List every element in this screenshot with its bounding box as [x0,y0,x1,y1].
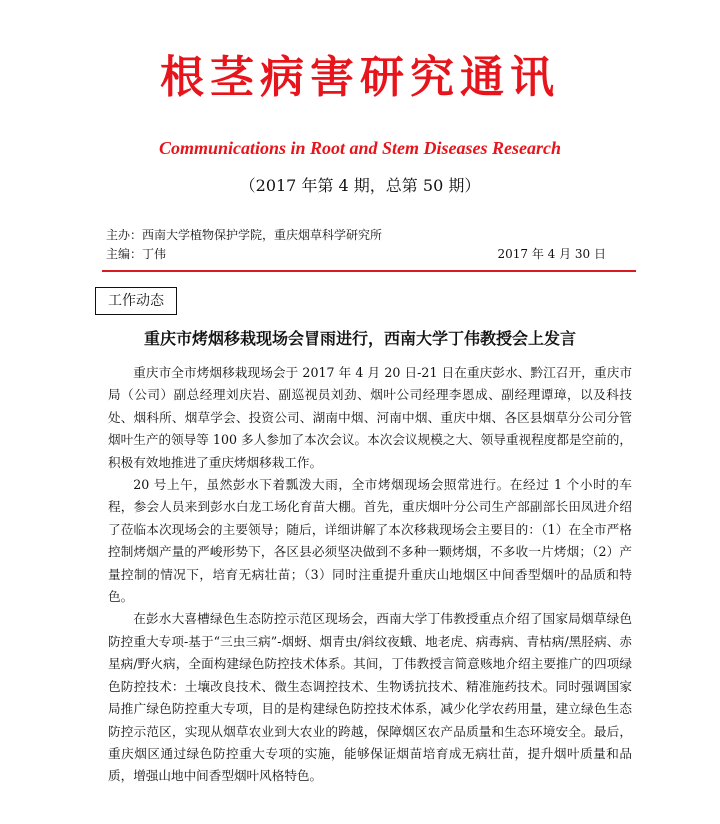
article-paragraph-2: 20 号上午，虽然彭水下着瓢泼大雨，全市烤烟现场会照常进行。在经过 1 个小时的车程，参会人员来到彭水白龙工场化育苗大棚。首先，重庆烟叶分公司生产部副部长田凤进介绍了莅临本次现场会的主要领导；随后，详细讲解了本次移栽现场会主要目的：（1）在全市严格控制烤烟产量的严峻形势下，各区县必须坚决做到不多种一颗烤烟，不多收一片烤烟；（2）产量控制的情况下，培育无病壮苗；（3）同时注重提升重庆山地烟区中间香型烟叶的品质和特色。 [108,477,632,605]
newsletter-title: 根茎病害研究通讯 [160,52,560,103]
editor-row [106,245,606,263]
article-paragraph-3: 在彭水大喜槽绿色生态防控示范区现场会，西南大学丁伟教授重点介绍了国家局烟草绿色防控重大专项-基于“三虫三病”-烟蚜、烟青虫/斜纹夜蛾、地老虎、病毒病、青枯病/黑胫病、赤星病/野火病，全面构建绿色防控技术体系。其间，丁伟教授言简意赅地介绍主要推广的四项绿色防控技术：土壤改良技术、微生态调控技术、生物诱抗技术、精准施药技术。同时强调国家局推广绿色防控重大专项，目的是构建绿色防控技术体系，减少化学农药用量，建立绿色生态防控示范区，实现从烟草农业到大农业的跨越，保障烟区农产品质量和生态环境安全。最后，重庆烟区通过绿色防控重大专项的实施，能够保证烟苗培育成无病壮苗，提升烟叶质量和品质，增强山地中间香型烟叶风格特色。 [108,611,632,784]
article-paragraph-1: 重庆市全市烤烟移栽现场会于 2017 年 4 月 20 日-21 日在重庆彭水、黔江召开，重庆市局（公司）副总经理刘庆岩、副巡视员刘劲、烟叶公司经理李恩成、副经理谭璋，以及科技处、烟科所、烟草学会、投资公司、湖南中烟、河南中烟、重庆中烟、各区县烟草分公司分管烟叶生产的领导等 100 多人参加了本次会议。本次会议规模之大、领导重视程度都是空前的，积极有效地推进了重庆烤烟移栽工作。 [108,365,632,470]
issue-number: （2017 年第 4 期，总第 50 期） [239,176,481,195]
header-divider [102,270,636,272]
article-headline: 重庆市烤烟移栽现场会冒雨进行，西南大学丁伟教授会上发言 [143,329,576,348]
newsletter-english-subtitle: Communications in Root and Stem Diseases Research [158,138,562,158]
publication-date: 2017 年 4 月 30 日 [497,247,606,261]
editor-line: 主编：丁伟 [106,247,167,261]
sponsors-line: 主办：西南大学植物保护学院，重庆烟草科学研究所 [106,228,383,242]
section-label: 工作动态 [95,287,177,315]
article-body [108,362,632,788]
